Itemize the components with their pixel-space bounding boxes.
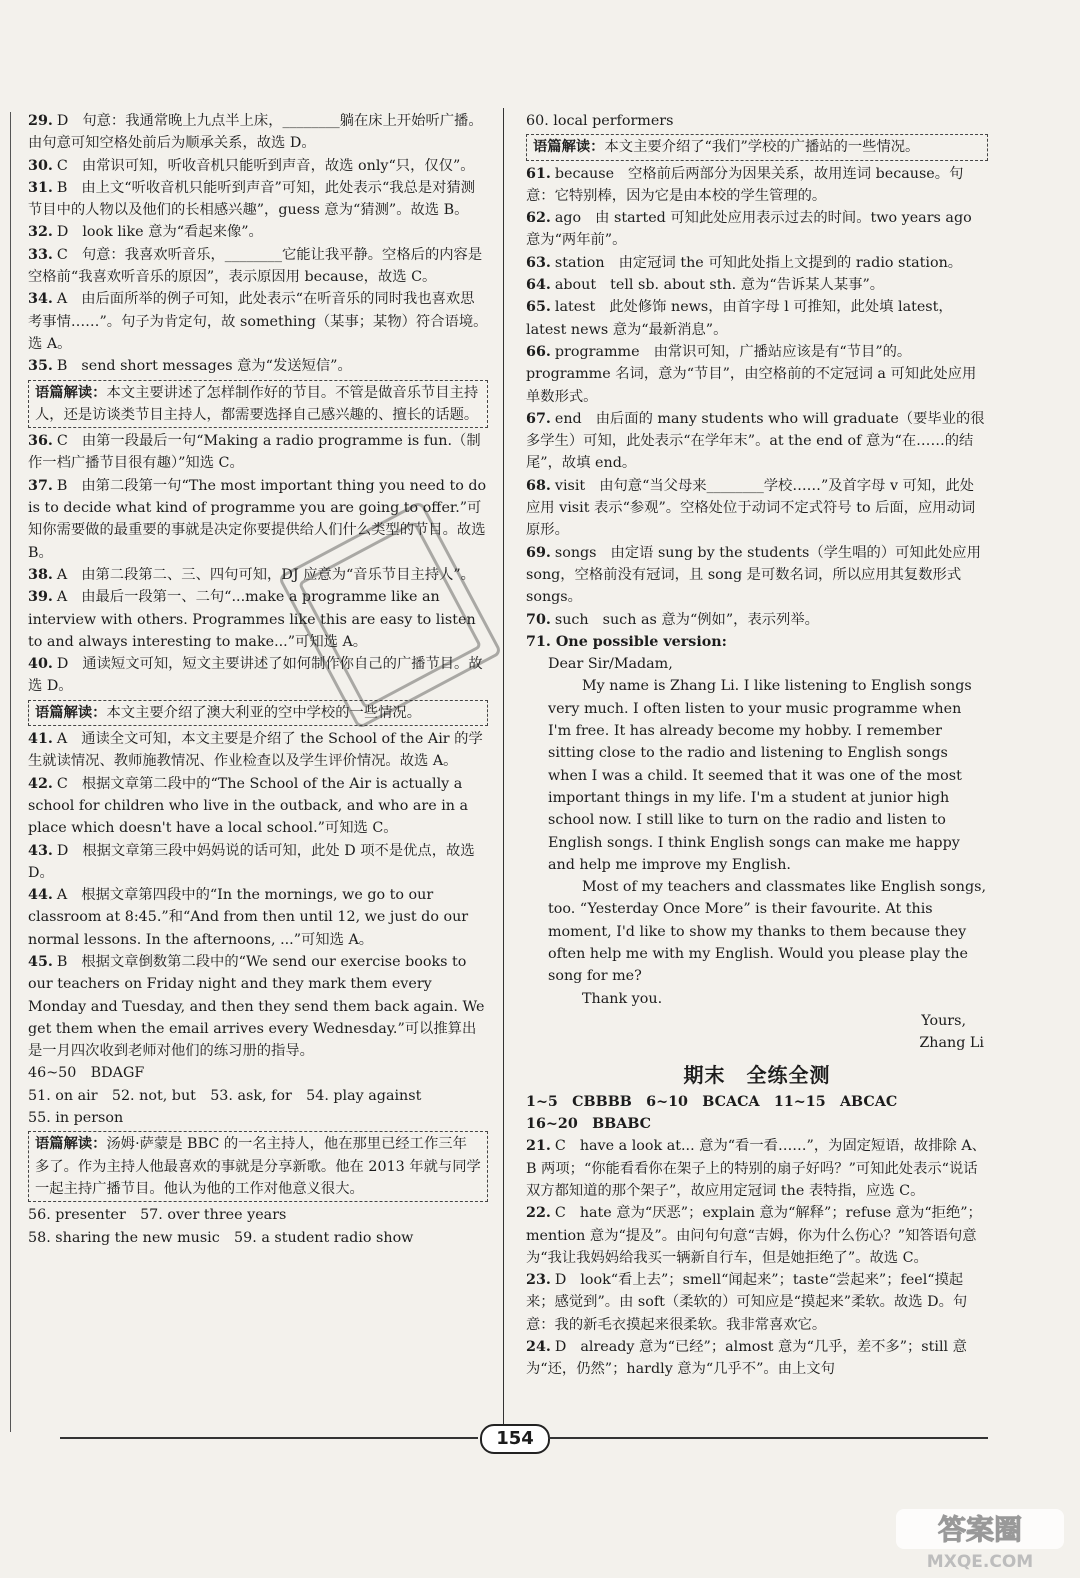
item-number: 31. <box>28 179 53 196</box>
summary-label: 语篇解读： <box>35 384 107 401</box>
item-answer: D <box>554 1272 567 1289</box>
item-number: 67. <box>526 410 551 427</box>
item-number: 23. <box>526 1272 551 1289</box>
answer-item <box>526 207 988 252</box>
letter-greeting: Dear Sir/Madam, <box>548 656 673 673</box>
answer-item <box>526 609 988 631</box>
item-number: 40. <box>28 656 53 673</box>
item-number: 29. <box>28 113 53 129</box>
item-explanation: 由后面所举的例子可知，此处表示“在听音乐的同时我也喜欢思考事情……”。句子为肯定句，故 something（某事；某物）符合语境。选 A。 <box>28 291 488 352</box>
item-number: 65. <box>526 299 551 316</box>
item-answer: A <box>56 887 68 904</box>
answer-item <box>28 884 488 951</box>
item-explanation: 由句意“当父母来________学校……”及首字母 v 可知，此处应用 visit 表示“参观”。空格处位于动词不定式符号 to 后面，应用动词原形。 <box>526 477 976 539</box>
item-answer: D <box>56 224 69 241</box>
item-number: 64. <box>526 277 551 294</box>
letter-closing: Yours, <box>921 1012 966 1029</box>
page-number: 154 <box>480 1424 550 1454</box>
answer-item <box>526 274 988 296</box>
summary-text: 本文主要介绍了“我们”学校的广播站的一些情况。 <box>604 139 920 156</box>
item-answer: B <box>56 179 68 196</box>
item-explanation: tell sb. about sth. 意为“告诉某人某事”。 <box>610 277 885 294</box>
item-explanation: 句意：我喜欢听音乐，________它能让我平静。空格后的内容是空格前“我喜欢听音乐的原因”，表示原因用 because，故选 C。 <box>28 246 483 286</box>
item-explanation: send short messages 意为“发送短信”。 <box>81 358 352 375</box>
item-number: 21. <box>526 1138 551 1155</box>
item-answer: programme <box>554 343 640 360</box>
essay-title: 71. One possible version: <box>526 633 727 650</box>
summary-text: 本文主要介绍了澳大利亚的空中学校的一些情况。 <box>106 704 422 721</box>
item-number: 39. <box>28 589 53 606</box>
item-answer: latest <box>554 299 596 316</box>
item-number: 30. <box>28 157 53 174</box>
item-number: 61. <box>526 165 551 182</box>
footer-rule-right <box>548 1437 988 1439</box>
item-number: 68. <box>526 477 551 494</box>
answer-item <box>526 1269 988 1336</box>
answer-item <box>28 177 488 222</box>
item-explanation: 由定冠词 the 可知此处指上文提到的 radio station。 <box>618 254 963 271</box>
item-explanation: 由后面的 many students who will graduate（要毕业的很多学生）可知，此处表示“在学年末”。at the end of 意为“在……的结尾”，故填 end。 <box>526 410 985 472</box>
item-answer: B <box>56 953 68 970</box>
item-number: 36. <box>28 433 53 450</box>
item-explanation: 空格前后两部分为因果关系，故用连词 because。句意：它特别棒，因为它是由本校的学生管理的。 <box>526 165 964 204</box>
answer-line: 58. sharing the new music 59. a student radio show <box>28 1229 414 1246</box>
item-answer: visit <box>554 477 586 494</box>
answer-item <box>28 773 488 840</box>
answer-item <box>526 475 988 542</box>
item-answer: A <box>56 731 68 748</box>
letter-paragraph: My name is Zhang Li. I like listening to English songs very much. I often listen to your music programme when I'm free. It has already become my hobby. I remember sitting close to the radio and listening to English songs when I was a child. It seemed that it was one of the most important things in my life. I'm a student at junior high school now. I still like to turn on the radio and listen to English songs. I think English songs can make me happy and help me improve my English. <box>548 678 972 873</box>
answer-line: 1~5 CBBBB 6~10 BCACA 11~15 ABCAC <box>526 1093 898 1110</box>
item-answer: C <box>56 433 68 450</box>
item-answer: A <box>56 291 68 308</box>
answer-item <box>526 408 988 475</box>
item-number: 45. <box>28 953 53 970</box>
page-edge-line <box>10 112 11 1432</box>
letter-signature: Zhang Li <box>919 1035 984 1052</box>
watermark-logo <box>890 1505 1070 1571</box>
item-number: 35. <box>28 358 53 375</box>
item-answer: B <box>56 358 68 375</box>
answer-line: 51. on air 52. not, but 53. ask, for 54. play against <box>28 1087 422 1104</box>
summary-text: 本文主要讲述了怎样制作好的节目。不管是做音乐节目主持人，还是访谈类节目主持人，都需要选择自己感兴趣的、擅长的话题。 <box>35 384 479 423</box>
item-explanation: 由第二段第二、三、四句可知，DJ 应意为“音乐节目主持人”。 <box>81 566 475 583</box>
item-answer: such <box>554 611 589 628</box>
item-explanation: look“看上去”；smell“闻起来”；taste“尝起来”；feel“摸起来；感觉到”。由 soft（柔软的）可知应是“摸起来”柔软。故选 D。句意：我的新毛衣摸起来很柔软。我非常喜欢它。 <box>526 1272 968 1333</box>
item-explanation: 由常识可知，听收音机只能听到声音，故选 only“只，仅仅”。 <box>81 157 475 174</box>
item-answer: C <box>56 775 68 792</box>
item-number: 42. <box>28 775 53 792</box>
item-explanation: 通读短文可知，短文主要讲述了如何制作你自己的广播节目。故选 D。 <box>28 656 483 695</box>
answer-item <box>28 288 488 355</box>
svg-text:答案圈: 答案圈 <box>937 1513 1023 1546</box>
item-explanation: such as 意为“例如”，表示列举。 <box>602 611 819 628</box>
answer-item <box>28 951 488 1062</box>
answer-item <box>526 1202 988 1269</box>
item-explanation: look like 意为“看起来像”。 <box>82 224 263 241</box>
answer-line: 46~50 BDAGF <box>28 1065 145 1082</box>
item-answer: D <box>56 113 69 129</box>
answer-item <box>28 110 488 155</box>
item-explanation: 通读全文可知，本文主要是介绍了 the School of the Air 的学生就读情况、教师施教情况、作业检查以及学生评价情况。故选 A。 <box>28 731 483 770</box>
answer-item <box>526 1336 988 1381</box>
item-explanation: 由 started 可知此处应用表示过去的时间。two years ago 意为“两年前”。 <box>526 210 972 249</box>
summary-label: 语篇解读： <box>533 139 605 156</box>
summary-label: 语篇解读： <box>35 1136 107 1153</box>
answer-item <box>28 244 488 289</box>
item-explanation: 根据文章第二段中的“The School of the Air is actually a school for children who live in the outback, and who are in a place which doesn't have a local school.”可知选 C。 <box>28 775 469 837</box>
item-answer: D <box>56 656 69 673</box>
answer-item <box>526 296 988 341</box>
item-explanation: 根据文章倒数第二段中的“We send our exercise books to our teachers on Friday night and they mark them every Monday and Tuesday, and then they send them back again. We get them when the email arrives every Wednesday.”可以推算出是一月四次收到老师对他们的练习册的指导。 <box>28 953 485 1060</box>
reading-summary-box <box>28 380 488 429</box>
item-explanation: 句意：我通常晚上九点半上床，________躺在床上开始听广播。由句意可知空格处前后为顺承关系，故选 D。 <box>28 113 483 152</box>
item-number: 70. <box>526 611 551 628</box>
item-answer: about <box>554 277 597 294</box>
section-heading: 期末 全练全测 <box>683 1063 831 1088</box>
item-answer: C <box>554 1205 566 1222</box>
item-number: 24. <box>526 1339 551 1356</box>
item-explanation: 由第一段最后一句“Making a radio programme is fun.（制作一档广播节目很有趣）”知选 C。 <box>28 433 481 472</box>
answer-item <box>28 221 488 243</box>
sample-letter <box>526 653 988 1054</box>
answer-line: 60. local performers <box>526 113 674 129</box>
item-number: 62. <box>526 210 551 227</box>
answer-item <box>526 1135 988 1202</box>
item-number: 69. <box>526 544 551 561</box>
answer-line: 56. presenter 57. over three years <box>28 1207 287 1224</box>
item-number: 34. <box>28 291 53 308</box>
answer-line: 16~20 BBABC <box>526 1116 652 1133</box>
item-number: 32. <box>28 224 53 241</box>
column-divider <box>503 108 504 1428</box>
stamp-mark <box>270 490 510 740</box>
svg-text:MXQE.COM: MXQE.COM <box>926 1552 1034 1571</box>
item-number: 41. <box>28 731 53 748</box>
item-answer: B <box>56 477 68 494</box>
answer-item <box>28 840 488 885</box>
item-answer: A <box>56 589 68 606</box>
answer-item <box>526 163 988 208</box>
reading-summary-box <box>28 1131 488 1202</box>
item-explanation: have a look at... 意为“看一看……”，为固定短语，故排除 A、B 两项；“你能看看你在架子上的特别的扇子好吗？”可知此处表示“说话双方都知道的那个架子”，故应用定冠词 the 表特指，应选 C。 <box>526 1138 986 1199</box>
right-column <box>526 110 988 1381</box>
item-explanation: 由常识可知，广播站应该是有“节目”的。programme 名词，意为“节目”，由空格前的不定冠词 a 可知此处应用单数形式。 <box>526 343 977 405</box>
reading-summary-box <box>526 134 988 160</box>
answer-item <box>28 355 488 377</box>
letter-paragraph: Most of my teachers and classmates like English songs, too. “Yesterday Once More” is their favourite. At this moment, I'd like to show my thanks to them because they often help me with my English. Would you please play the song for me? <box>548 879 987 985</box>
item-answer: D <box>554 1339 567 1356</box>
item-explanation: 根据文章第四段中的“In the mornings, we go to our classroom at 8:45.”和“And from then until 12, we just do our normal lessons. In the afternoons, ...”可知选 A。 <box>28 887 469 948</box>
letter-paragraph: Thank you. <box>582 990 663 1007</box>
footer-rule-left <box>60 1437 478 1439</box>
item-number: 63. <box>526 254 551 271</box>
item-answer: because <box>554 165 615 182</box>
item-answer: C <box>554 1138 566 1155</box>
item-number: 38. <box>28 566 53 583</box>
item-answer: D <box>56 842 69 859</box>
item-answer: songs <box>554 544 597 561</box>
item-explanation: 由最后一段第一、二句“...make a programme like an interview with others. Programmes like this are easy to listen to and always interesting to make...”可知选 A。 <box>28 589 476 650</box>
item-number: 44. <box>28 887 53 904</box>
answer-item <box>526 341 988 408</box>
item-explanation: 由上文“听收音机只能听到声音”可知，此处表示“我总是对猜测节目中的人物以及他们的长相感兴趣”，guess 意为“猜测”。故选 B。 <box>28 179 476 219</box>
item-explanation: 此处修饰 news，由首字母 l 可推知，此处填 latest，latest news 意为“最新消息”。 <box>526 299 953 338</box>
item-explanation: 根据文章第三段中妈妈说的话可知，此处 D 项不是优点，故选 D。 <box>28 842 475 881</box>
item-answer: A <box>56 566 68 583</box>
item-answer: station <box>554 254 605 271</box>
item-number: 43. <box>28 842 53 859</box>
answer-line: 55. in person <box>28 1110 124 1127</box>
answer-item <box>526 542 988 609</box>
item-number: 37. <box>28 477 53 494</box>
item-number: 66. <box>526 343 551 360</box>
item-explanation: 由定语 sung by the students（学生唱的）可知此处应用 song，空格前没有冠词，且 song 是可数名词，所以应用其复数形式 songs。 <box>526 544 981 606</box>
answer-item <box>526 252 988 274</box>
summary-label: 语篇解读： <box>35 704 107 721</box>
item-number: 33. <box>28 246 53 263</box>
item-explanation: 由第二段第一句“The most important thing you need to do is to decide what kind of programme you are going to offer.”可知你需要做的最重要的事就是决定你要提供给人们什么类型的节目。故选 B。 <box>28 477 487 561</box>
item-explanation: hate 意为“厌恶”；explain 意为“解释”；refuse 意为“拒绝”；mention 意为“提及”。由问句句意“吉姆，你为什么伤心？”知答语句意为“我让我妈妈给我买一辆新自行车，但是她拒绝了”。故选 C。 <box>526 1205 982 1266</box>
item-answer: C <box>56 157 68 174</box>
answer-item <box>28 430 488 475</box>
item-answer: end <box>554 410 582 427</box>
item-answer: ago <box>554 210 582 227</box>
answer-item <box>28 155 488 177</box>
item-number: 22. <box>526 1205 551 1222</box>
item-explanation: already 意为“已经”；almost 意为“几乎，差不多”；still 意为“还，仍然”；hardly 意为“几乎不”。由上文句 <box>526 1339 967 1378</box>
summary-text: 汤姆·萨蒙是 BBC 的一名主持人，他在那里已经工作三年多了。作为主持人他最喜欢的事就是分享新歌。他在 2013 年就与同学一起主持广播节目。他认为他的工作对他意义很大。 <box>35 1136 481 1197</box>
item-answer: C <box>56 246 68 263</box>
